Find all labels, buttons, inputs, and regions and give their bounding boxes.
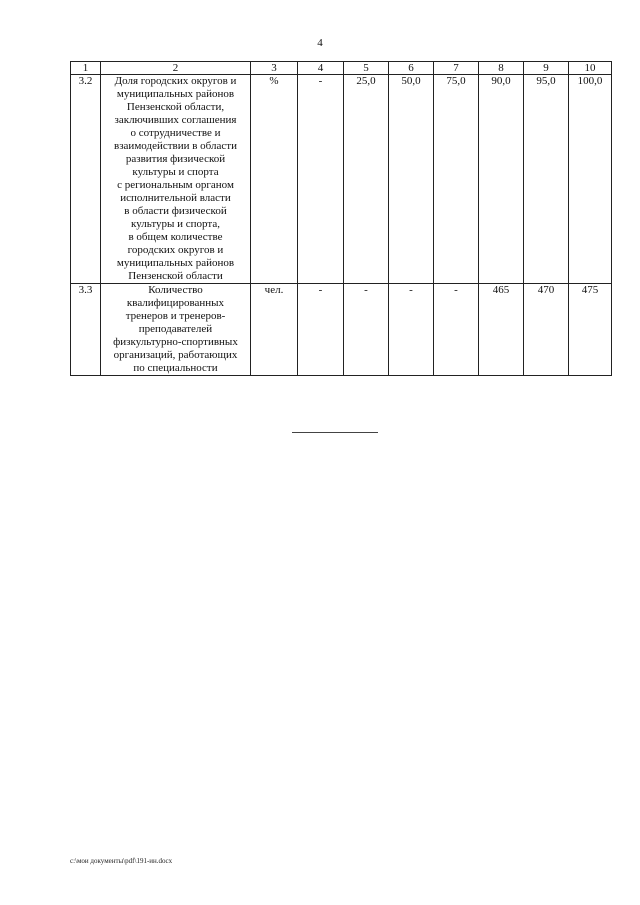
unit-cell: % bbox=[251, 75, 298, 284]
value-cell: - bbox=[298, 284, 344, 376]
value-cell: 100,0 bbox=[569, 75, 612, 284]
description-line: городских округов и bbox=[127, 244, 224, 256]
description-line: муниципальных районов bbox=[116, 257, 235, 269]
unit-cell: чел. bbox=[251, 284, 298, 376]
table-header-row bbox=[71, 62, 612, 75]
description-line: по специальности bbox=[133, 362, 218, 374]
description-line: организаций, работающих bbox=[113, 349, 238, 361]
value-cell: 465 bbox=[479, 284, 524, 376]
row-number: 3.2 bbox=[71, 75, 101, 284]
value-cell: - bbox=[389, 284, 434, 376]
description-line: заключивших соглашения bbox=[114, 114, 237, 126]
value-cell: 470 bbox=[524, 284, 569, 376]
footer-file-path: c:\мои документы\pdf\191-ин.docx bbox=[70, 857, 173, 865]
header-cell: 1 bbox=[71, 62, 101, 75]
value-cell: 95,0 bbox=[524, 75, 569, 284]
description-line: с региональным органом bbox=[117, 179, 234, 191]
header-cell: 3 bbox=[251, 62, 298, 75]
value-cell: - bbox=[298, 75, 344, 284]
description-line: о сотрудничестве и bbox=[130, 127, 221, 139]
description-line: Пензенской области bbox=[128, 270, 223, 282]
description-line: муниципальных районов bbox=[116, 88, 235, 100]
row-description bbox=[101, 75, 251, 284]
indicator-table bbox=[70, 61, 612, 376]
separator-line bbox=[292, 432, 378, 433]
description-line: физкультурно-спортивных bbox=[113, 336, 238, 348]
value-cell: 50,0 bbox=[389, 75, 434, 284]
description-line: Количество bbox=[148, 284, 203, 296]
description-line: в общем количестве bbox=[128, 231, 223, 243]
header-cell: 9 bbox=[524, 62, 569, 75]
description-line: Доля городских округов и bbox=[114, 75, 237, 87]
description-line: взаимодействии в области bbox=[114, 140, 237, 152]
description-line: культуры и спорта, bbox=[131, 218, 220, 230]
value-cell: 25,0 bbox=[344, 75, 389, 284]
table-row bbox=[71, 75, 612, 284]
header-cell: 8 bbox=[479, 62, 524, 75]
header-cell: 4 bbox=[298, 62, 344, 75]
value-cell: 475 bbox=[569, 284, 612, 376]
header-cell: 5 bbox=[344, 62, 389, 75]
value-cell: 75,0 bbox=[434, 75, 479, 284]
description-line: тренеров и тренеров- bbox=[125, 310, 226, 322]
description-line: в области физической bbox=[124, 205, 227, 217]
header-cell: 10 bbox=[569, 62, 612, 75]
header-cell: 6 bbox=[389, 62, 434, 75]
description-line: преподавателей bbox=[138, 323, 213, 335]
value-cell: - bbox=[434, 284, 479, 376]
description-line: квалифицированных bbox=[126, 297, 225, 309]
header-cell: 2 bbox=[101, 62, 251, 75]
description-line: культуры и спорта bbox=[132, 166, 219, 178]
table-row bbox=[71, 284, 612, 376]
description-line: Пензенской области, bbox=[126, 101, 225, 113]
value-cell: - bbox=[344, 284, 389, 376]
value-cell: 90,0 bbox=[479, 75, 524, 284]
description-line: исполнительной власти bbox=[120, 192, 231, 204]
description-line: развития физической bbox=[125, 153, 226, 165]
row-description bbox=[101, 284, 251, 376]
row-number: 3.3 bbox=[71, 284, 101, 376]
header-cell: 7 bbox=[434, 62, 479, 75]
page-number: 4 bbox=[317, 37, 323, 49]
